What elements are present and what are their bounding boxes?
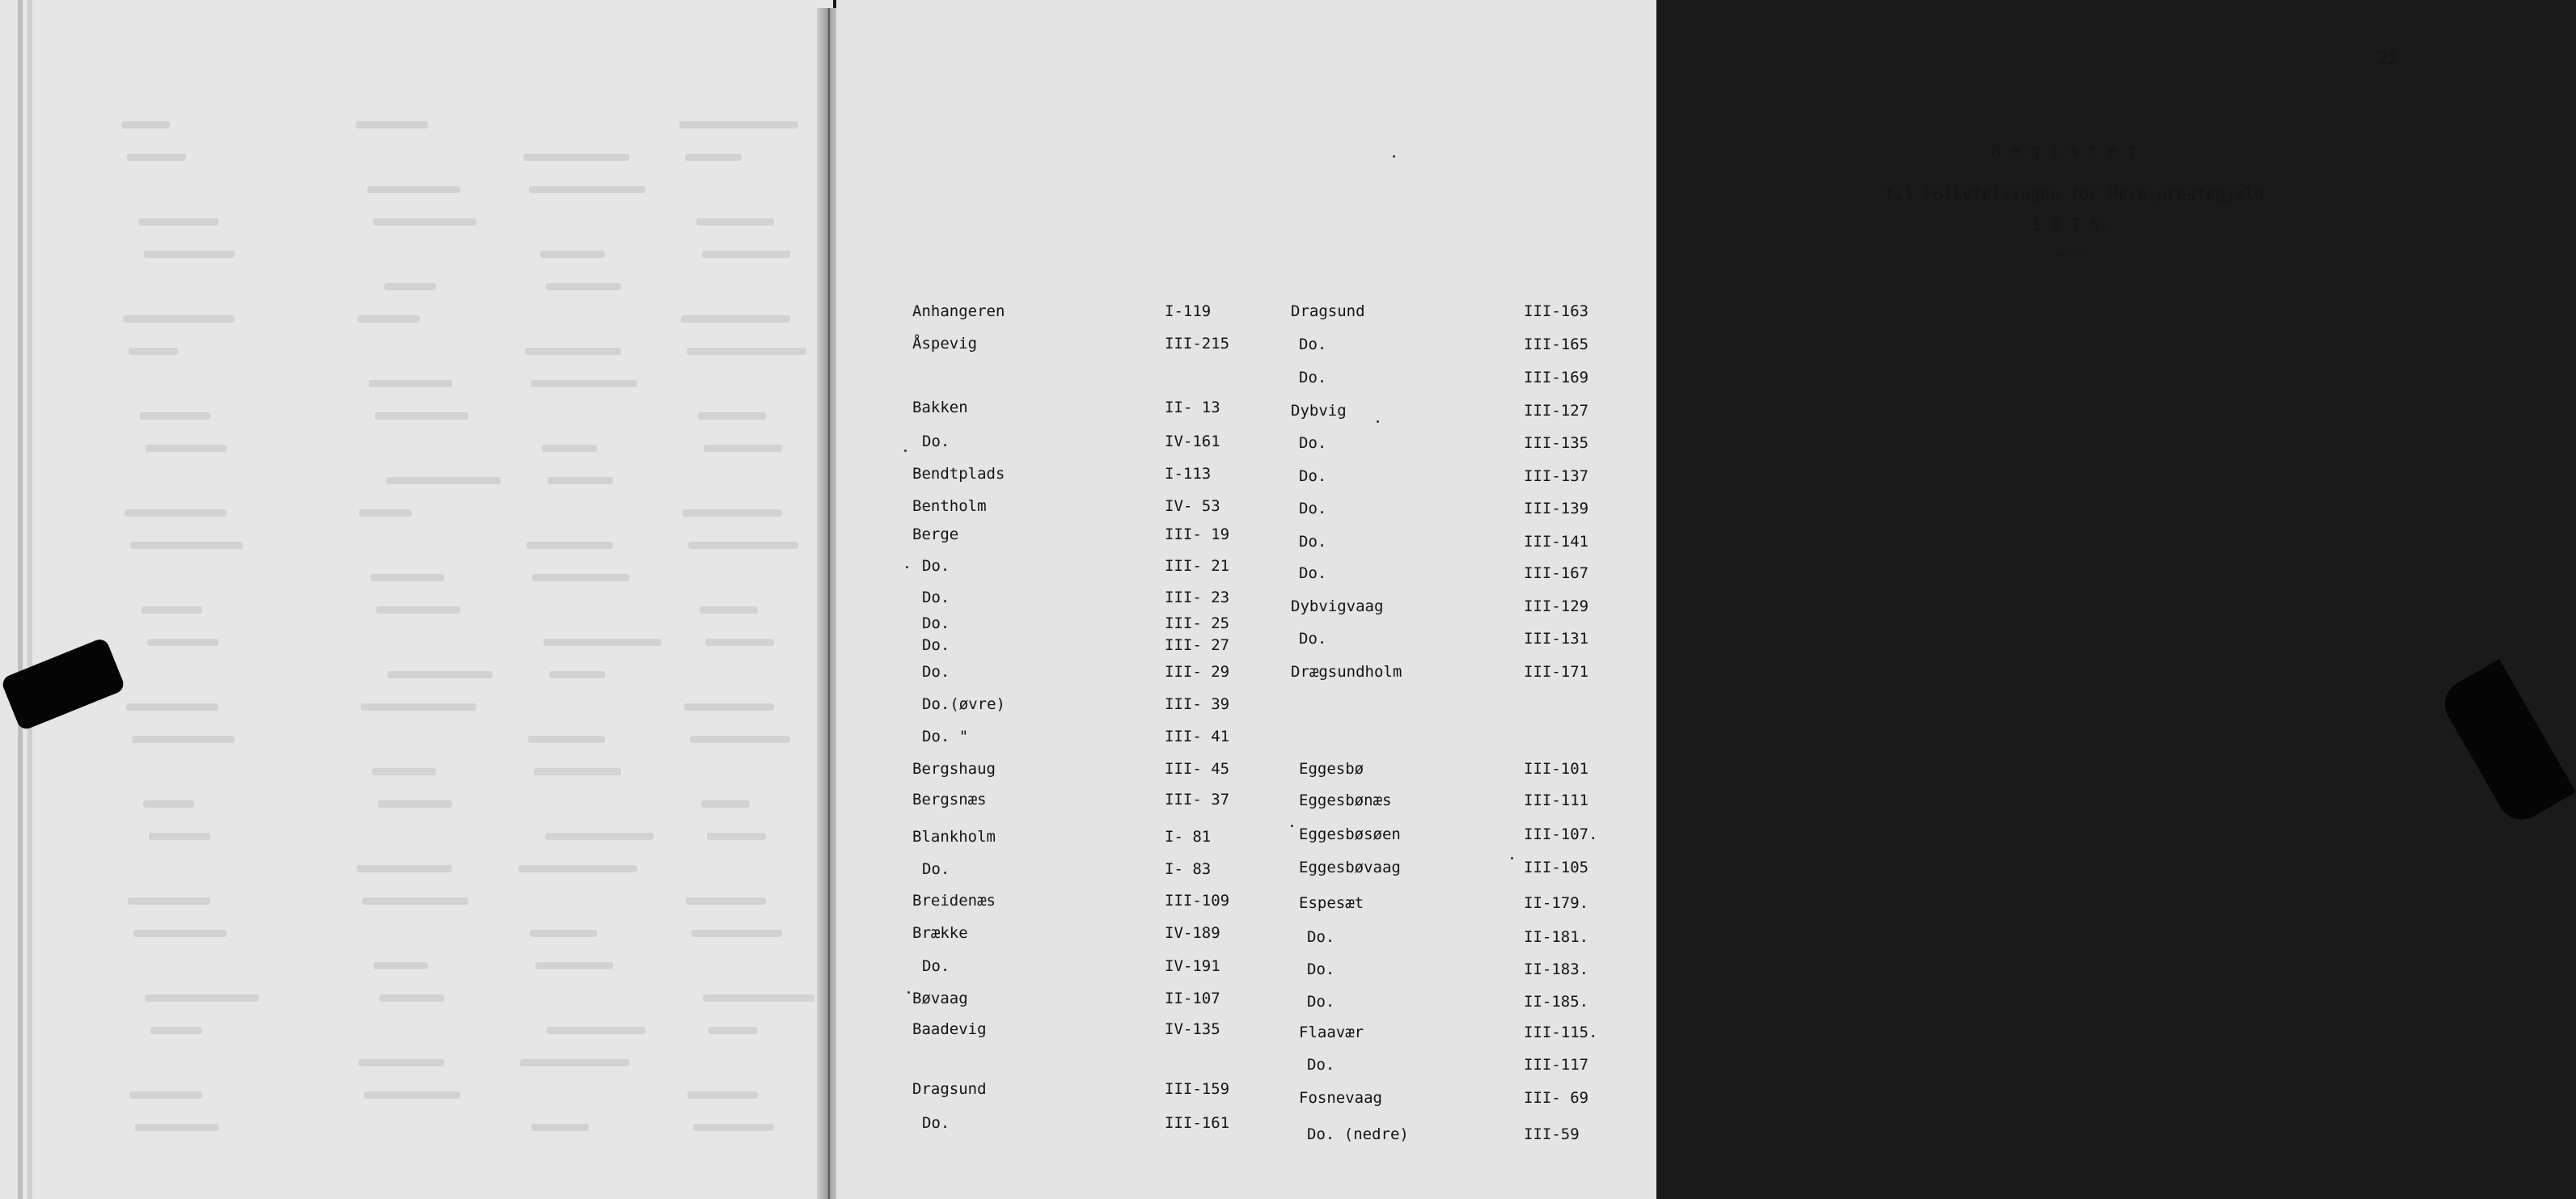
volume-page-ref: III- 45 [1165, 760, 1230, 778]
place-name: Berge [912, 526, 959, 543]
place-name: Bergsnæs [912, 791, 987, 808]
register-title: R e g i s t e r [1991, 141, 2138, 160]
volume-page-ref: III-129 [1524, 597, 1589, 615]
bleedthrough-mark [147, 639, 218, 646]
place-name: Brække [912, 924, 968, 942]
volume-page-ref: III-167 [1524, 564, 1589, 582]
place-name: Bentholm [912, 497, 987, 515]
bleedthrough-mark [370, 574, 444, 581]
place-name: Do. " [922, 728, 969, 745]
bleedthrough-mark [387, 671, 493, 678]
bleedthrough-mark [534, 768, 621, 775]
bleedthrough-mark [369, 380, 452, 387]
bleedthrough-mark [531, 1124, 589, 1131]
bleedthrough-mark [132, 736, 235, 743]
place-name: Do.(øvre) [922, 695, 1005, 713]
bleedthrough-mark [357, 865, 452, 872]
place-name: Do. [1299, 434, 1327, 452]
volume-page-ref: IV-135 [1165, 1020, 1220, 1038]
place-name: Baadevig [912, 1020, 987, 1038]
place-name: Anhangeren [912, 302, 1005, 320]
bleedthrough-mark [518, 865, 637, 872]
ink-speck [1377, 420, 1379, 423]
place-name: Dragsund [912, 1080, 987, 1098]
place-name: Do. [922, 636, 950, 654]
volume-page-ref: II- 13 [1165, 399, 1220, 416]
ink-speck [906, 566, 908, 568]
bleedthrough-mark [376, 606, 460, 614]
volume-page-ref: II-181. [1524, 928, 1589, 946]
volume-page-ref: III-139 [1524, 500, 1589, 517]
bleedthrough-mark [698, 412, 766, 420]
bleedthrough-mark [701, 800, 750, 808]
bleedthrough-mark [532, 574, 629, 581]
bleedthrough-mark [361, 703, 476, 711]
ink-speck [907, 991, 910, 994]
bleedthrough-mark [358, 1059, 444, 1066]
bleedthrough-mark [142, 606, 202, 614]
place-name: Flaavær [1299, 1024, 1364, 1041]
volume-page-ref: III-169 [1524, 369, 1589, 386]
volume-page-ref: III-161 [1165, 1114, 1230, 1132]
volume-page-ref: III- 41 [1165, 728, 1230, 745]
place-name: Bøvaag [912, 990, 968, 1007]
place-name: Do. [1307, 1056, 1335, 1074]
place-name: Eggesbø [1299, 760, 1364, 778]
place-name: Do. [1299, 369, 1327, 386]
volume-page-ref: III-109 [1165, 892, 1230, 910]
bleedthrough-mark [703, 994, 814, 1002]
volume-page-ref: III- 29 [1165, 663, 1230, 681]
bleedthrough-mark [356, 121, 428, 129]
place-name: Dragsund [1291, 302, 1365, 320]
bleedthrough-mark [129, 1091, 202, 1099]
bleedthrough-mark [688, 542, 798, 549]
place-name: Do. [922, 433, 950, 450]
bleedthrough-mark [373, 218, 476, 226]
volume-page-ref: II-107 [1165, 990, 1220, 1007]
place-name: Bakken [912, 399, 968, 416]
ink-speck [904, 450, 907, 452]
bleedthrough-mark [705, 639, 774, 646]
bleedthrough-mark [549, 671, 605, 678]
bleedthrough-mark [520, 1059, 629, 1066]
left-page-bleedthrough [0, 0, 833, 1199]
bleedthrough-mark [546, 283, 621, 290]
volume-page-ref: III-165 [1524, 336, 1589, 353]
volume-page-ref: III-101 [1524, 760, 1589, 778]
volume-page-ref: III-127 [1524, 402, 1589, 420]
bleedthrough-mark [686, 897, 766, 905]
place-name: Do. [1299, 533, 1327, 551]
place-name: Fosnevaag [1299, 1089, 1382, 1107]
volume-page-ref: III-215 [1165, 335, 1230, 353]
bleedthrough-mark [133, 930, 226, 937]
bleedthrough-mark [135, 1124, 218, 1131]
bleedthrough-mark [140, 412, 210, 420]
volume-page-ref: III- 19 [1165, 526, 1230, 543]
volume-page-ref: IV- 53 [1165, 497, 1220, 515]
place-name: Do. [1299, 500, 1327, 517]
volume-page-ref: III-105 [1524, 859, 1589, 876]
volume-page-ref: III-141 [1524, 533, 1589, 551]
bleedthrough-mark [144, 251, 235, 258]
bleedthrough-mark [129, 348, 178, 355]
bleedthrough-mark [547, 1027, 645, 1034]
register-year: 1 8 7 5. [2032, 215, 2110, 234]
bleedthrough-mark [357, 315, 420, 323]
bleedthrough-mark [681, 315, 790, 323]
bleedthrough-mark [130, 542, 243, 549]
ink-speck [1393, 155, 1395, 158]
bleedthrough-mark [692, 930, 782, 937]
bleedthrough-mark [528, 736, 605, 743]
place-name: Espesæt [1299, 894, 1364, 912]
place-name: Bendtplads [912, 465, 1005, 483]
place-name: Drægsundholm [1291, 663, 1402, 681]
title-separator: --- [2056, 244, 2086, 264]
bleedthrough-mark [525, 348, 621, 355]
bleedthrough-mark [679, 121, 798, 129]
page-stack-edge [27, 0, 32, 1199]
place-name: Do. [1307, 960, 1335, 978]
volume-page-ref: III- 25 [1165, 614, 1230, 632]
place-name: Do. (nedre) [1307, 1125, 1409, 1143]
bleedthrough-mark [121, 121, 170, 129]
volume-page-ref: III- 39 [1165, 695, 1230, 713]
place-name: Breidenæs [912, 892, 996, 910]
bleedthrough-mark [535, 962, 613, 969]
volume-page-ref: III-171 [1524, 663, 1589, 681]
place-name: Dybvig [1291, 402, 1347, 420]
volume-page-ref: IV-189 [1165, 924, 1220, 942]
volume-page-ref: III- 69 [1524, 1089, 1589, 1107]
volume-page-ref: I- 83 [1165, 860, 1212, 878]
place-name: Eggesbøsøen [1299, 825, 1401, 843]
bleedthrough-mark [707, 833, 766, 840]
bleedthrough-mark [127, 154, 186, 161]
bleedthrough-mark [683, 509, 782, 517]
bleedthrough-mark [696, 218, 774, 226]
place-name: Do. [922, 589, 950, 606]
bleedthrough-mark [146, 445, 226, 452]
bleedthrough-mark [359, 509, 412, 517]
bleedthrough-mark [542, 445, 597, 452]
volume-page-ref: IV-161 [1165, 433, 1220, 450]
volume-page-ref: III-135 [1524, 434, 1589, 452]
place-name: Do. [1307, 993, 1335, 1011]
volume-page-ref: III-59 [1524, 1125, 1580, 1143]
place-name: Do. [922, 557, 950, 575]
bleedthrough-mark [126, 703, 218, 711]
bleedthrough-mark [531, 380, 637, 387]
bleedthrough-mark [687, 348, 806, 355]
bleedthrough-mark [687, 1091, 758, 1099]
volume-page-ref: III-163 [1524, 302, 1589, 320]
bleedthrough-mark [149, 833, 210, 840]
page-number: 22 [2378, 49, 2398, 68]
place-name: Do. [922, 1114, 950, 1132]
bleedthrough-mark [379, 994, 444, 1002]
bleedthrough-mark [548, 477, 613, 484]
bleedthrough-mark [372, 768, 436, 775]
bleedthrough-mark [702, 251, 790, 258]
volume-page-ref: II-185. [1524, 993, 1589, 1011]
place-name: Do. [922, 614, 950, 632]
volume-page-ref: II-179. [1524, 894, 1589, 912]
bleedthrough-mark [362, 897, 468, 905]
bleedthrough-mark [544, 639, 662, 646]
bleedthrough-mark [685, 154, 742, 161]
bleedthrough-mark [386, 477, 501, 484]
bleedthrough-mark [693, 1124, 774, 1131]
place-name: Do. [1299, 630, 1327, 648]
volume-page-ref: III-137 [1524, 467, 1589, 485]
place-name: Bergshaug [912, 760, 996, 778]
bleedthrough-mark [700, 606, 758, 614]
bleedthrough-mark [374, 962, 428, 969]
place-name: Do. [1307, 928, 1335, 946]
volume-page-ref: III-159 [1165, 1080, 1230, 1098]
volume-page-ref: III-115. [1524, 1024, 1598, 1041]
place-name: Do. [1299, 564, 1327, 582]
place-name: Do. [1299, 467, 1327, 485]
bleedthrough-mark [128, 897, 210, 905]
bleedthrough-mark [145, 994, 259, 1002]
place-name: Eggesbøvaag [1299, 859, 1401, 876]
volume-page-ref: III- 27 [1165, 636, 1230, 654]
place-name: Dybvigvaag [1291, 597, 1384, 615]
volume-page-ref: I-113 [1165, 465, 1212, 483]
bleedthrough-mark [527, 542, 613, 549]
bleedthrough-mark [529, 186, 645, 193]
page-stack-edge [18, 0, 23, 1199]
bleedthrough-mark [540, 251, 605, 258]
bleedthrough-mark [367, 186, 460, 193]
place-name: Do. [922, 860, 950, 878]
volume-page-ref: IV-191 [1165, 957, 1220, 975]
bleedthrough-mark [523, 154, 629, 161]
bleedthrough-mark [530, 930, 597, 937]
bleedthrough-mark [125, 509, 226, 517]
bleedthrough-mark [378, 800, 452, 808]
volume-page-ref: III-117 [1524, 1056, 1589, 1074]
bleedthrough-mark [684, 703, 774, 711]
bleedthrough-mark [143, 800, 194, 808]
place-name: Eggesbønæs [1299, 792, 1392, 809]
place-name: Do. [1299, 336, 1327, 353]
place-name: Åspevig [912, 335, 978, 353]
ink-speck [1291, 825, 1293, 827]
place-name: Do. [922, 957, 950, 975]
volume-page-ref: III-131 [1524, 630, 1589, 648]
volume-page-ref: I- 81 [1165, 828, 1212, 846]
bleedthrough-mark [384, 283, 436, 290]
volume-page-ref: I-119 [1165, 302, 1212, 320]
bleedthrough-mark [138, 218, 218, 226]
place-name: Blankholm [912, 828, 996, 846]
right-page [836, 0, 2398, 1199]
volume-page-ref: III- 23 [1165, 589, 1230, 606]
bleedthrough-mark [150, 1027, 202, 1034]
bleedthrough-mark [374, 412, 468, 420]
volume-page-ref: III-107. [1524, 825, 1598, 843]
bleedthrough-mark [690, 736, 790, 743]
bleedthrough-mark [709, 1027, 758, 1034]
volume-page-ref: III- 37 [1165, 791, 1230, 808]
ink-speck [1511, 857, 1513, 859]
register-subtitle: til Folketellingen for Herø prestegjeld [1884, 184, 2265, 204]
place-name: Do. [922, 663, 950, 681]
bleedthrough-mark [704, 445, 782, 452]
bleedthrough-mark [364, 1091, 460, 1099]
volume-page-ref: II-183. [1524, 960, 1589, 978]
bleedthrough-mark [545, 833, 654, 840]
volume-page-ref: III-111 [1524, 792, 1589, 809]
volume-page-ref: III- 21 [1165, 557, 1230, 575]
bleedthrough-mark [123, 315, 235, 323]
right-binding-tab [2436, 659, 2576, 829]
